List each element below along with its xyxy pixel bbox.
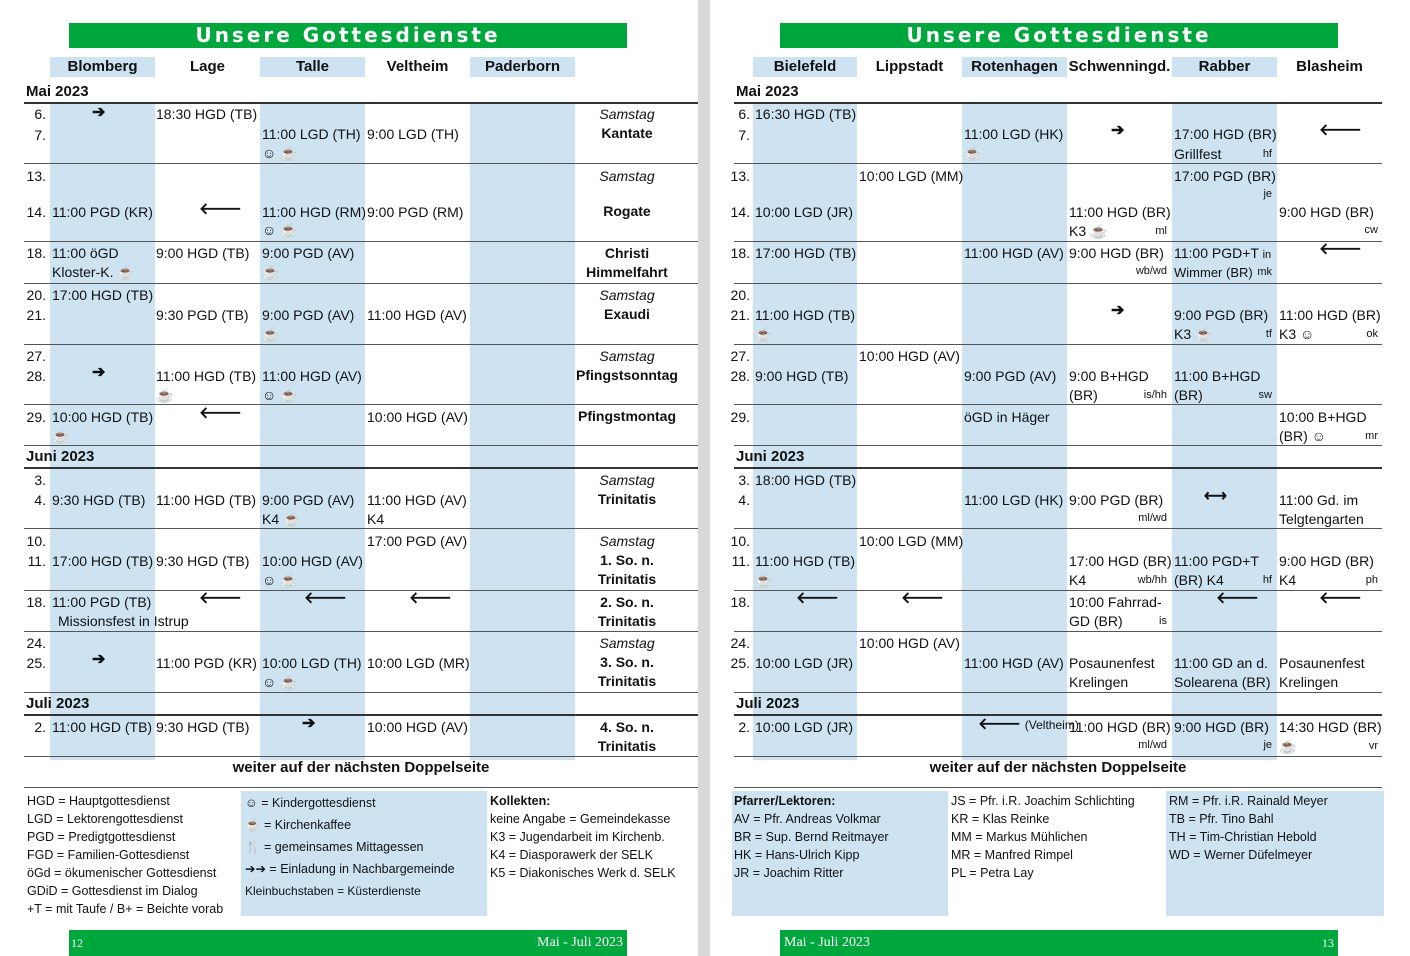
cell-lage: 9:30 HGD (TB)	[156, 553, 250, 569]
date: 3.	[738, 472, 750, 488]
cell-veltheim: 10:00 HGD (AV)	[367, 409, 468, 425]
arrow-left-icon: 🡐	[199, 201, 242, 218]
divider	[24, 467, 698, 469]
cell-lage: 11:00 PGD (KR)	[156, 655, 257, 671]
date: 29.	[730, 409, 750, 425]
divider	[24, 692, 698, 693]
date: 6.	[34, 106, 46, 122]
cell-rotenhagen: 11:00 HGD (AV)	[964, 655, 1064, 671]
cell-veltheim: 9:00 PGD (RM)	[367, 204, 464, 220]
cell-blasheim: 11:00 Gd. im	[1279, 492, 1359, 508]
cell-schwenningdorf: K4 wb/hh	[1069, 572, 1167, 588]
cell-lage: 9:30 HGD (TB)	[156, 719, 250, 735]
cell-talle: 9:00 PGD (AV)	[262, 245, 355, 261]
cell-rabber: 11:00 B+HGD	[1174, 368, 1261, 384]
cell-schwenningdorf: 10:00 Fahrrad-	[1069, 594, 1162, 610]
cell-blomberg: 17:00 HGD (TB)	[52, 553, 154, 569]
divider	[734, 344, 1382, 345]
page-number: 12	[71, 936, 83, 950]
cell-talle-icons: ☺ ☕	[262, 387, 298, 403]
cell-veltheim: 11:00 HGD (AV)	[367, 492, 467, 508]
left-page	[0, 0, 698, 956]
arrow-left-icon: 🡐	[199, 590, 242, 607]
divider	[734, 404, 1382, 405]
cell-blasheim: Krelingen	[1279, 674, 1339, 690]
cell-rabber: Grillfest hf	[1174, 146, 1272, 162]
divider	[24, 344, 698, 345]
legend-symbols: ☺ = Kindergottesdienst ☕ = Kirchenkaffee 🍴 = gemeinsames Mittagessen ➔➔ = Einladung in Nachbargemeinde Kleinbuchstaben = Küsterdienste	[245, 796, 455, 898]
date: 2.	[738, 719, 750, 735]
double-arrow-icon: ⟷	[1204, 488, 1227, 505]
cell-rotenhagen-icons: ☕	[964, 145, 982, 161]
date: 10.	[26, 533, 46, 549]
month-juli: Juli 2023	[26, 695, 90, 712]
divider	[24, 756, 698, 757]
arrow-left-icon: 🡐	[199, 405, 242, 422]
arrow-right-icon: ➔	[92, 104, 106, 121]
col-header-talle: Talle	[260, 57, 365, 77]
day-label: Samstag 3. So. n. Trinitatis	[597, 635, 657, 689]
day-label: Pfingstmontag	[578, 408, 676, 424]
month-juni: Juni 2023	[736, 448, 805, 465]
cell-veltheim: 10:00 LGD (MR)	[367, 655, 470, 671]
date: 6.	[738, 106, 750, 122]
legend-kollekten: Kollekten: keine Angabe = Gemeindekasse K3 = Jugendarbeit im Kirchenb. K4 = Diasporawerk der SELK K5 = Diakonisches Werk d. SELK	[490, 794, 676, 880]
cell-blasheim: Posaunenfest	[1279, 655, 1365, 671]
cell-lage: 11:00 HGD (TB)	[156, 368, 257, 384]
cell-talle: 11:00 HGD (AV)	[262, 368, 362, 384]
cell-blasheim: 14:30 HGD (BR)	[1279, 719, 1382, 735]
pfarrer-list-1: Pfarrer/Lektoren: AV = Pfr. Andreas Volkmar BR = Sup. Bernd Reitmayer HK = Hans-Ulrich Kipp JR = Joachim Ritter	[734, 794, 889, 880]
arrow-right-icon: ➔	[302, 715, 316, 732]
day-label: Rogate	[603, 203, 651, 219]
date: 13.	[730, 168, 750, 184]
date: 2.	[34, 719, 46, 735]
cell-lage: 11:00 HGD (TB)	[156, 492, 257, 508]
cell-lage: 9:30 PGD (TB)	[156, 307, 249, 323]
day-label: Samstag Exaudi	[599, 287, 655, 322]
cell-rabber: 11:00 GD an d.	[1174, 655, 1268, 671]
page-number: 13	[1322, 936, 1334, 950]
divider	[24, 283, 698, 284]
cell-talle-icons: ☺ ☕	[262, 145, 298, 161]
cell-blasheim: 11:00 HGD (BR)	[1279, 307, 1381, 323]
divider	[24, 631, 698, 632]
date: 20.	[730, 287, 750, 303]
cell-lippstadt: 10:00 HGD (AV)	[859, 348, 960, 364]
cell-blasheim: Telgtengarten	[1279, 511, 1364, 527]
arrow-left-icon: 🡐	[1216, 590, 1259, 607]
cell-rotenhagen: 11:00 LGD (HK)	[964, 126, 1064, 142]
cell-rabber: 11:00 PGD+T	[1174, 553, 1259, 569]
cell-talle: 11:00 LGD (TH)	[262, 126, 361, 142]
cell-bielefeld: 16:30 HGD (TB)	[755, 106, 857, 122]
legend-abbreviations: HGD = Hauptgottesdienst LGD = Lektorengottesdienst PGD = Predigtgottesdienst FGD = Familien-Gottesdienst öGd = ökumenischer Gottesdienst GDiD = Gottesdienst im Dialog +T = mit Taufe / B+ = Beichte vorab	[27, 794, 224, 916]
cell-talle: 9:00 PGD (AV)	[262, 492, 355, 508]
divider	[734, 241, 1382, 242]
cell-blasheim: K3 ☺ ok	[1279, 326, 1378, 342]
date: 11.	[731, 553, 750, 569]
col-header-rotenhagen: Rotenhagen	[962, 57, 1067, 77]
cell-blasheim: K4 ph	[1279, 572, 1378, 588]
date: 21.	[26, 307, 46, 323]
cell-schwenningdorf: Krelingen	[1069, 674, 1129, 690]
cell-rotenhagen: öGD in Häger	[964, 409, 1050, 425]
cell-bielefeld: 10:00 LGD (JR)	[755, 655, 854, 671]
arrow-right-icon: ➔	[1111, 302, 1125, 319]
date: 18.	[730, 594, 750, 610]
cell-rotenhagen: 🡐 (Veltheim)	[978, 716, 1079, 733]
cell-bielefeld: 10:00 LGD (JR)	[755, 204, 854, 220]
divider	[24, 714, 698, 716]
divider	[24, 102, 698, 104]
schedule-grid-right: Bielefeld Lippstadt Rotenhagen Schwenningd. Rabber Blasheim Mai 2023 6. 7. 16:30 HGD (TB) 11:00 LGD (HK) ☕ ➔ 17:00 HGD (BR) Grillfest hf 🡐 13. 14. 10:00 LGD (MM) 17:00 PGD (BR) je 10:00 LGD (JR) 11:00 HGD (BR) K3 ☕ ml 9:00 HGD (BR) cw 18. 17:00 HGD (TB) 11:00 HGD (AV) 9:00 HGD (BR) wb/wd 11:00 PGD+T in Wimmer (BR) mk 🡐 20. 21. 11:00 HGD (TB) ☕ ➔ 9:00 PGD (BR) K3 ☕ tf 11:00 HGD (BR) K3 ☺ ok 27. 28. 10:00 HGD (AV) 9:00 HGD (TB) 9:00 PGD (AV) 9:00 B+HGD (BR) is/hh 11:00 B+HGD (BR) sw 29. öGD in Häger 10:00 B+HGD (BR) ☺ mr Juni 2023 3. 4. 18:00 HGD (TB) 11:00 LGD (HK) 9:00 PGD (BR) ml/wd ⟷ 11:00 Gd. im Telgtengarten 10. 11. 10:00 LGD (MM) 11:00 HGD (TB) ☕ 17:00 HGD (BR) K4 wb/hh 11:00 PGD+T (BR) K4 hf 9:00 HGD (BR) K4 ph 18. 🡐 🡐 10:00 Fahrrad- GD (BR) is 🡐 🡐 24. 25. 10:00 HGD (AV) 10:00 LGD (JR) 11:00 HGD (AV) Posaunenfest Krelingen 11:00 GD an d. Solearena (BR) Posaunenfest Krelingen Juli 2023 2. 10:00 LGD (JR) 🡐 (Veltheim) 11:00 HGD (BR) ml/wd 9:00 HGD (BR) je 14:30 HGD (BR) ☕ vr	[734, 57, 1382, 777]
cell-schwenningdorf: (BR) is/hh	[1069, 387, 1167, 403]
cell-talle: 11:00 HGD (RM)	[262, 204, 366, 220]
cell-bielefeld-icons: ☕	[755, 572, 773, 588]
continued-note: weiter auf der nächsten Doppelseite	[232, 759, 490, 776]
day-label: 2. So. n. Trinitatis	[597, 594, 657, 629]
day-label: Samstag	[599, 168, 655, 184]
divider	[24, 445, 698, 446]
arrow-left-icon: 🡐	[901, 590, 944, 607]
arrow-right-icon: ➔	[92, 364, 106, 381]
arrow-left-icon: 🡐	[1319, 122, 1362, 139]
date: 11.	[27, 553, 46, 569]
cell-blomberg: 11:00 PGD (KR)	[52, 204, 153, 220]
date: 27.	[730, 348, 750, 364]
cell-talle-icons: K4 ☕	[262, 511, 301, 527]
cell-rabber: 17:00 PGD (BR)	[1174, 168, 1276, 184]
divider	[24, 787, 698, 788]
divider	[734, 787, 1382, 788]
date: 7.	[738, 127, 750, 143]
divider	[24, 528, 698, 529]
arrow-right-icon: ➔	[1111, 122, 1125, 139]
right-page	[710, 0, 1410, 956]
cell-rotenhagen: 9:00 PGD (AV)	[964, 368, 1057, 384]
pfarrer-list-3: RM = Pfr. i.R. Rainald Meyer TB = Pfr. Tino Bahl TH = Tim-Christian Hebold WD = Werner Düfelmeyer	[1169, 794, 1328, 862]
cell-rabber: Solearena (BR)	[1174, 674, 1271, 690]
col-header-lippstadt: Lippstadt	[875, 58, 944, 75]
cell-bielefeld: 17:00 HGD (TB)	[755, 245, 857, 261]
divider	[734, 756, 1382, 757]
cell-talle: 10:00 LGD (TH)	[262, 655, 362, 671]
day-label: Samstag 1. So. n. Trinitatis	[597, 533, 657, 587]
cell-blasheim: 10:00 B+HGD	[1279, 409, 1367, 425]
day-label: 4. So. n. Trinitatis	[597, 719, 657, 754]
cell-rabber: 9:00 PGD (BR)	[1174, 307, 1269, 323]
date: 18.	[730, 245, 750, 261]
col-header-blomberg: Blomberg	[50, 57, 155, 77]
cell-bielefeld: 9:00 HGD (TB)	[755, 368, 849, 384]
date: 21.	[730, 307, 750, 323]
day-label: Samstag Kantate	[599, 106, 655, 141]
cell-schwenningdorf: 9:00 HGD (BR)	[1069, 245, 1164, 261]
cell-blomberg: Kloster-K. ☕	[52, 264, 135, 280]
cell-blasheim: ☕ vr	[1279, 738, 1378, 754]
cell-talle-icons: ☕	[262, 264, 280, 280]
cell-veltheim: 11:00 HGD (AV)	[367, 307, 467, 323]
divider	[734, 445, 1382, 446]
cell-lage-icons: ☕	[156, 387, 174, 403]
cell-veltheim: 10:00 HGD (AV)	[367, 719, 468, 735]
arrow-left-icon: 🡐	[796, 590, 839, 607]
divider	[734, 102, 1382, 104]
cell-talle: 9:00 PGD (AV)	[262, 307, 355, 323]
date: 10.	[730, 533, 750, 549]
cell-veltheim-icons: K4	[367, 511, 385, 527]
col-header-bielefeld: Bielefeld	[753, 57, 857, 77]
page-footer	[780, 930, 1338, 956]
col-header-lage: Lage	[189, 58, 225, 75]
month-mai: Mai 2023	[26, 83, 89, 100]
date: 18.	[26, 594, 46, 610]
date: 24.	[26, 635, 46, 651]
date: 25.	[26, 655, 46, 671]
cell-schwenningdorf: 11:00 HGD (BR)	[1069, 204, 1171, 220]
arrow-left-icon: 🡐	[304, 590, 347, 607]
page-title: Unsere Gottesdienste	[69, 23, 627, 48]
month-juli: Juli 2023	[736, 695, 800, 712]
cell-blomberg: 17:00 HGD (TB)	[52, 287, 154, 303]
cell-lage: 9:00 HGD (TB)	[156, 245, 250, 261]
date: 14.	[26, 204, 46, 220]
cell-bielefeld: 11:00 HGD (TB)	[755, 553, 856, 569]
cell-bielefeld-icons: ☕	[755, 326, 773, 342]
cell-veltheim: 9:00 LGD (TH)	[367, 126, 459, 142]
day-label: Samstag Trinitatis	[597, 472, 657, 507]
date: 28.	[26, 368, 46, 384]
date: 18.	[26, 245, 46, 261]
date: 4.	[34, 492, 46, 508]
col-header-veltheim: Veltheim	[386, 58, 449, 75]
date: 28.	[730, 368, 750, 384]
cell-schwenningdorf: GD (BR) is	[1069, 613, 1167, 629]
cell-lippstadt: 10:00 HGD (AV)	[859, 635, 960, 651]
cell-rabber: (BR) K4 hf	[1174, 572, 1272, 588]
cell-schwenningdorf: K3 ☕ ml	[1069, 223, 1167, 239]
divider	[734, 528, 1382, 529]
cell-bielefeld: 11:00 HGD (TB)	[755, 307, 856, 323]
cell-rabber: 9:00 HGD (BR)	[1174, 719, 1269, 735]
cell-rabber: 11:00 PGD+T in	[1174, 245, 1272, 261]
arrow-left-icon: 🡐	[409, 590, 452, 607]
cell-talle-icons: ☕	[262, 326, 280, 342]
cell-bielefeld: 18:00 HGD (TB)	[755, 472, 857, 488]
page-gutter	[698, 0, 710, 956]
arrow-left-icon: 🡐	[1319, 590, 1362, 607]
divider	[734, 467, 1382, 469]
cell-rotenhagen: 11:00 HGD (AV)	[964, 245, 1064, 261]
arrow-right-icon: ➔	[92, 651, 106, 668]
divider	[24, 590, 698, 591]
divider	[734, 163, 1382, 164]
cell-blasheim: 9:00 HGD (BR)	[1279, 553, 1374, 569]
col-bg-paderborn	[470, 104, 575, 760]
date: 4.	[738, 492, 750, 508]
cell-talle-icons: ☺ ☕	[262, 572, 298, 588]
cell-lippstadt: 10:00 LGD (MM)	[859, 168, 964, 184]
col-header-blasheim: Blasheim	[1296, 58, 1363, 75]
cell-talle-icons: ☺ ☕	[262, 674, 298, 690]
date: 24.	[730, 635, 750, 651]
date: 14.	[730, 204, 750, 220]
cell-blomberg: Missionsfest in Istrup	[58, 613, 189, 629]
cell-lage: 18:30 HGD (TB)	[156, 106, 258, 122]
divider	[24, 404, 698, 405]
cell-schwenningdorf: 9:00 PGD (BR)	[1069, 492, 1164, 508]
date: 7.	[34, 127, 46, 143]
cell-blomberg: 11:00 öGD	[52, 245, 119, 261]
footer-label: Mai - Juli 2023	[537, 935, 623, 950]
pfarrer-list-2: JS = Pfr. i.R. Joachim Schlichting KR = Klas Reinke MM = Markus Mühlichen MR = Manfred Rimpel PL = Petra Lay	[951, 794, 1135, 880]
divider	[24, 241, 698, 242]
date: 3.	[34, 472, 46, 488]
cell-bielefeld: 10:00 LGD (JR)	[755, 719, 854, 735]
day-label: Samstag Pfingstsonntag	[576, 348, 678, 383]
day-label: Christi Himmelfahrt	[586, 245, 668, 280]
arrow-left-icon: 🡐	[1319, 241, 1362, 258]
cell-schwenningdorf: 11:00 HGD (BR)	[1069, 719, 1171, 735]
cell-blomberg: 9:30 HGD (TB)	[52, 492, 146, 508]
divider	[24, 163, 698, 164]
date: 25.	[730, 655, 750, 671]
col-header-rabber: Rabber	[1172, 57, 1277, 77]
date: 20.	[26, 287, 46, 303]
cell-rabber: Wimmer (BR) mk	[1174, 265, 1272, 280]
month-mai: Mai 2023	[736, 83, 799, 100]
cell-schwenningdorf: 17:00 HGD (BR)	[1069, 553, 1172, 569]
footer-label: Mai - Juli 2023	[784, 935, 870, 950]
cell-rabber: (BR) sw	[1174, 387, 1272, 403]
date: 27.	[26, 348, 46, 364]
cell-lippstadt: 10:00 LGD (MM)	[859, 533, 964, 549]
cell-rabber: K3 ☕ tf	[1174, 326, 1272, 342]
col-header-paderborn: Paderborn	[470, 57, 575, 77]
arrow-left-icon: 🡐	[978, 716, 1021, 733]
date: 13.	[26, 168, 46, 184]
cell-blomberg: 11:00 HGD (TB)	[52, 719, 153, 735]
cell-rotenhagen: 11:00 LGD (HK)	[964, 492, 1064, 508]
cell-rabber: 17:00 HGD (BR)	[1174, 126, 1277, 142]
cell-blasheim: 9:00 HGD (BR)	[1279, 204, 1374, 220]
month-juni: Juni 2023	[26, 448, 95, 465]
col-header-schwenningdorf: Schwenningd.	[1068, 58, 1171, 75]
continued-note: weiter auf der nächsten Doppelseite	[929, 759, 1187, 776]
cell-talle-icons: ☺ ☕	[262, 222, 298, 238]
cell-blomberg-icons: ☕	[52, 428, 70, 444]
cell-schwenningdorf: Posaunenfest	[1069, 655, 1155, 671]
divider	[734, 631, 1382, 632]
cell-blomberg: 10:00 HGD (TB)	[52, 409, 154, 425]
cell-blomberg: 11:00 PGD (TB)	[52, 594, 152, 610]
cell-veltheim: 17:00 PGD (AV)	[367, 533, 468, 549]
date: 29.	[26, 409, 46, 425]
schedule-grid-left	[24, 57, 698, 777]
cell-blasheim: (BR) ☺ mr	[1279, 428, 1378, 444]
divider	[734, 283, 1382, 284]
page-footer	[69, 930, 627, 956]
cell-talle: 10:00 HGD (AV)	[262, 553, 363, 569]
divider	[734, 692, 1382, 693]
cell-schwenningdorf: 9:00 B+HGD	[1069, 368, 1149, 384]
page-title: Unsere Gottesdienste	[780, 23, 1338, 48]
